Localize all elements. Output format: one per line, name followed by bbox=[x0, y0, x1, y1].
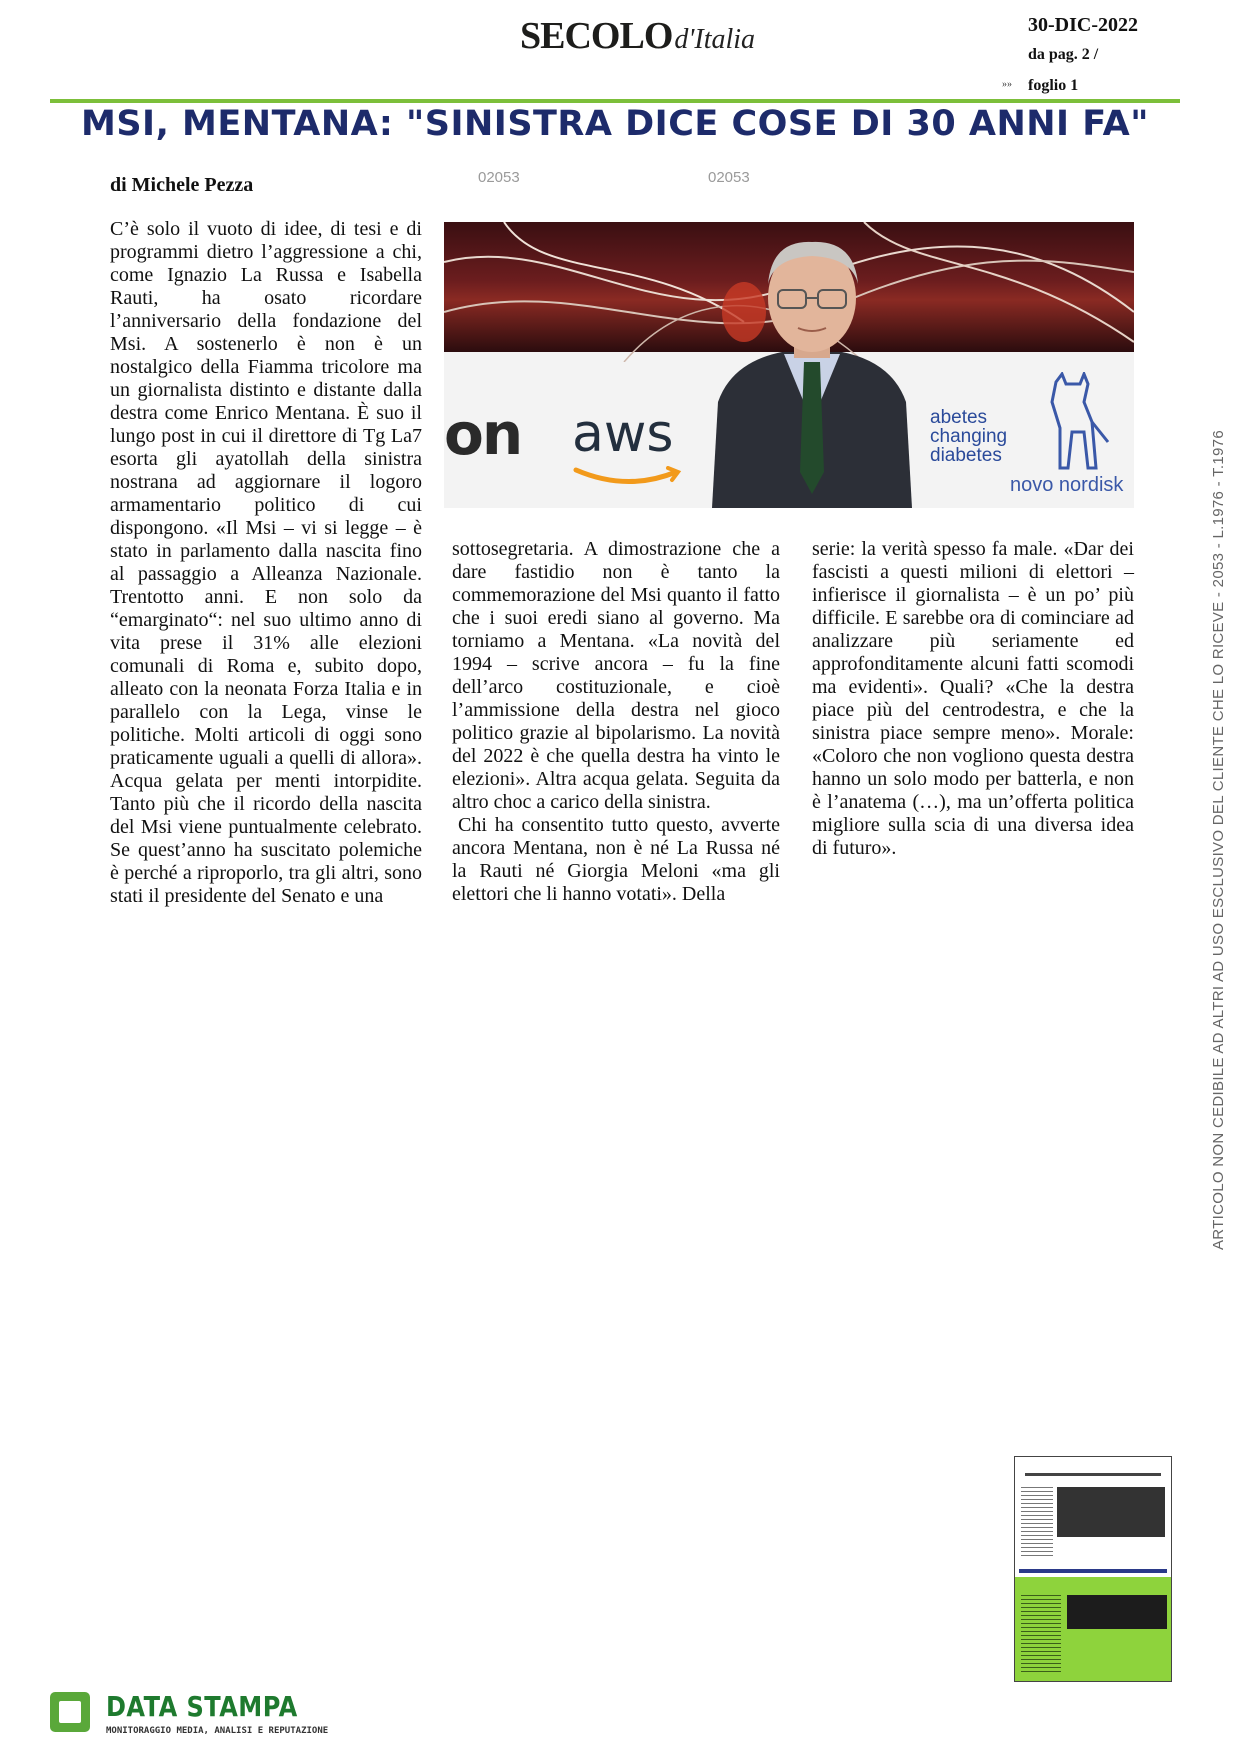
aws-logo: aws bbox=[572, 404, 674, 464]
arrows-marker: »» bbox=[1002, 79, 1012, 90]
article-column-3: serie: la verità spesso fa male. «Dar dei fascisti a questi milioni di elettori – infierisce il giornalista – è un po’ più difficile. E sarebbe ora di cominciare ad analizzare più seriamente ed approfonditamente alcuni fatti scomodi ma evidenti». Quali? «Che la destra piace più del centrodestra, e che la sinistra piace sempre meno». Morale: «Coloro che non vogliono questa destra hanno un solo modo per batterla, e non è l’anatema (…), ma un’offerta politica migliore sulla scia di una diversa idea di futuro». bbox=[812, 538, 1134, 859]
page-thumbnail bbox=[1014, 1456, 1172, 1682]
changing-diabetes-logo: abetes changing diabetes bbox=[930, 407, 1008, 466]
page-reference: da pag. 2 / bbox=[1028, 46, 1099, 63]
sponsor-logo-fragment: on bbox=[444, 400, 522, 468]
masthead-suffix: d'Italia bbox=[674, 24, 756, 55]
copyright-sidenote: ARTICOLO NON CEDIBILE AD ALTRI AD USO ESCLUSIVO DEL CLIENTE CHE LO RICEVE - 2053 - L.1976 - T.1976 bbox=[1210, 430, 1227, 1250]
novo-nordisk-bull-icon bbox=[1026, 372, 1116, 472]
publication-date: 30-DIC-2022 bbox=[1028, 14, 1138, 36]
thumbnail-headline bbox=[1025, 1473, 1161, 1476]
article-paragraph: Chi ha consentito tutto questo, avverte ancora Mentana, non è né La Russa né la Rauti né Giorgia Meloni «ma gli elettori che li hanno votati». Della bbox=[452, 814, 780, 905]
novo-nordisk-logo: novo nordisk bbox=[1010, 474, 1124, 496]
article-column-2 bbox=[452, 538, 780, 906]
client-code: 02053 bbox=[478, 169, 520, 186]
article-column-1: C’è solo il vuoto di idee, di tesi e di programmi dietro l’aggressione a chi, come Ignazio La Russa e Isabella Rauti, ha osato ricordare l’anniversario della fondazione del Msi. A sostenerlo è non è un nostalgico della Fiamma tricolore ma un giornalista distinto e distante dalla destra come Enrico Mentana. È suo il lungo post in cui il direttore di Tg La7 esorta gli ayatollah della sinistra nostrana ad aggiornare il logoro armamentario politico di cui dispongono. «Il Msi – vi si legge – è stato in parlamento dalla nascita fino al passaggio a Alleanza Nazionale. Trentotto anni. E non solo da “emarginato“: nel suo ultimo anno di vita prese il 31% alle elezioni comunali di Roma e, subito dopo, alleato con la neonata Forza Italia e in parallelo con la Lega, vinse le politiche. Molti articoli di oggi sono praticamente uguali a quelli di allora». Acqua gelata per menti intorpidite. Tanto più che il ricordo della nascita del Msi viene puntualmente celebrato. Se quest’anno ha suscitato polemiche è perché a riproporlo, tra gli altri, sono stati il presidente del Senato e una bbox=[110, 218, 422, 907]
sheet-number: foglio 1 bbox=[1028, 77, 1079, 94]
masthead-name: SECOLO bbox=[520, 15, 673, 57]
masthead-logo bbox=[520, 14, 780, 58]
person-portrait bbox=[712, 232, 912, 508]
article-paragraph: sottosegretaria. A dimostrazione che a dare fastidio non è tanto la commemorazione del Msi quanto il fatto che i suoi eredi siano al governo. Ma torniamo a Mentana. «La novità del 1994 – scrive ancora – fu la fine dell’arco costituzionale, e cioè l’ammissione della destra nel gioco politico grazie al bipolarismo. La novità del 2022 è che quella destra ha vinto le elezioni». Altra acqua gelata. Seguita da altro choc a carico della sinistra. bbox=[452, 538, 780, 813]
thumbnail-photo bbox=[1067, 1595, 1167, 1629]
article-photo bbox=[444, 222, 1134, 508]
data-stampa-logo bbox=[50, 1692, 350, 1738]
header-divider bbox=[50, 99, 1180, 103]
thumbnail-headline bbox=[1019, 1569, 1167, 1573]
aws-smile-icon bbox=[572, 466, 682, 490]
data-stampa-brand: DATA STAMPA bbox=[106, 1690, 298, 1723]
client-code: 02053 bbox=[708, 169, 750, 186]
thumbnail-photo bbox=[1057, 1487, 1165, 1537]
article-byline: di Michele Pezza bbox=[110, 174, 254, 196]
thumbnail-text bbox=[1021, 1487, 1053, 1557]
data-stampa-square-icon bbox=[50, 1692, 90, 1732]
data-stampa-tagline: MONITORAGGIO MEDIA, ANALISI E REPUTAZIONE bbox=[106, 1726, 329, 1736]
article-headline: MSI, MENTANA: "SINISTRA DICE COSE DI 30 ANNI FA" bbox=[81, 104, 1149, 144]
thumbnail-text bbox=[1021, 1595, 1061, 1675]
